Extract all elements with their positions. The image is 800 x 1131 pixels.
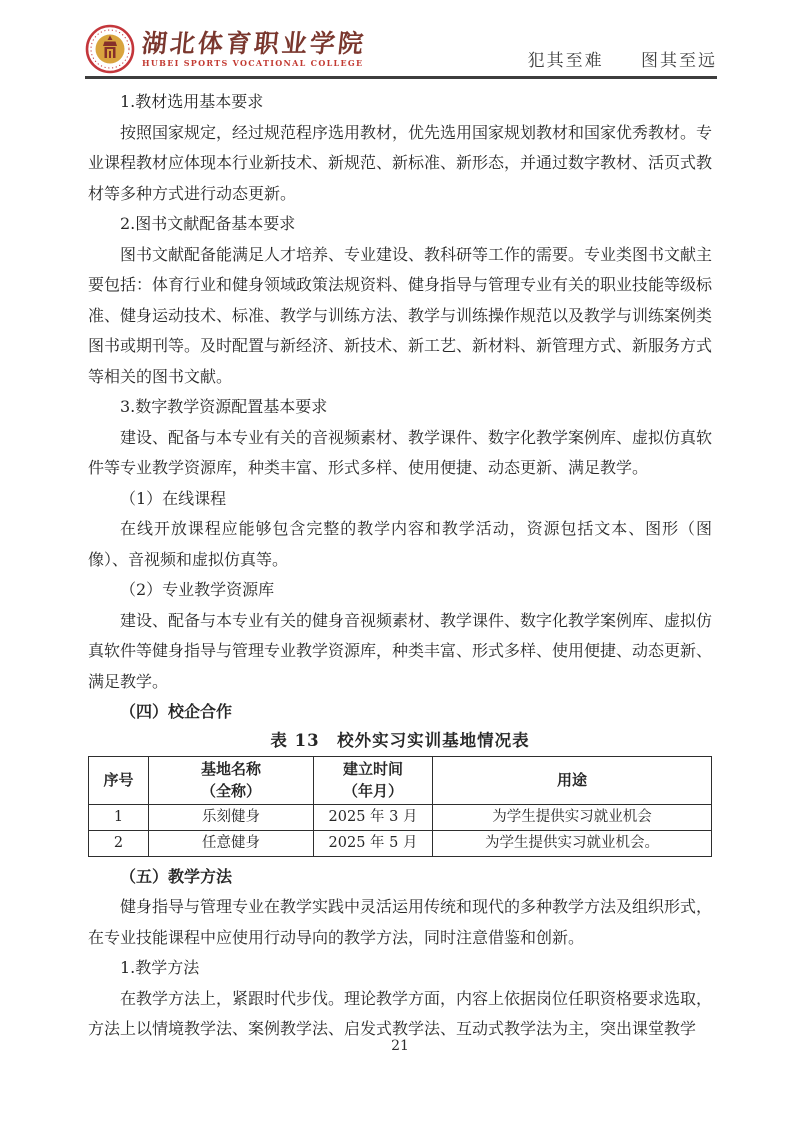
training-base-table <box>88 756 712 857</box>
para-online-courses: 在线开放课程应能够包含完整的教学内容和教学活动，资源包括文本、图形（图像）、音视频和虚拟仿真等。 <box>88 519 712 569</box>
para-library-resources: 图书文献配备能满足人才培养、专业建设、教科研等工作的需要。专业类图书文献主要包括：体育行业和健身领域政策法规资料、健身指导与管理专业有关的职业技能等级标准、健身运动技术、标准、教学与训练方法、教学与训练操作规范以及教学与训练案例类图书或期刊等。及时配置与新经济、新技术、新工艺、新材料、新管理方式、新服务方式等相关的图书文献。 <box>88 244 713 386</box>
college-seal-icon <box>85 24 135 74</box>
college-name-en: HUBEI SPORTS VOCATIONAL COLLEGE <box>142 58 364 68</box>
college-name-cn: 湖北体育职业学院 <box>140 29 368 58</box>
para-teaching-methods-detail: 在教学方法上，紧跟时代步伐。理论教学方面，内容上依据岗位任职资格要求选取，方法上以情境教学法、案例教学法、启发式教学法、互动式教学法为主，突出课堂教学 <box>88 988 713 1038</box>
heading-school-enterprise-cooperation: （四）校企合作 <box>120 702 233 721</box>
col-header-base-name-line2: （全称） <box>200 782 261 800</box>
college-brand <box>85 24 366 76</box>
table-row <box>89 830 712 856</box>
cell-index: 2 <box>89 830 149 856</box>
cell-established: 2025 年 3 月 <box>314 804 433 830</box>
para-digital-resources: 建设、配备与本专业有关的音视频素材、教学课件、数字化教学案例库、虚拟仿真软件等专业教学资源库，种类丰富、形式多样、使用便捷、动态更新、满足教学。 <box>88 427 713 477</box>
heading-teaching-methods: 1.教学方法 <box>120 958 200 977</box>
col-header-base-name <box>149 756 314 804</box>
heading-digital-resources: 3.数字教学资源配置基本要求 <box>120 397 328 416</box>
heading-online-courses: （1）在线课程 <box>120 488 227 508</box>
letterhead <box>85 0 717 79</box>
cell-purpose: 为学生提供实习就业机会 <box>433 804 712 830</box>
para-teaching-methods-intro: 健身指导与管理专业在教学实践中灵活运用传统和现代的多种教学方法及组织形式，在专业技能课程中应使用行动导向的教学方法，同时注意借鉴和创新。 <box>88 897 713 947</box>
cell-base-name: 乐刻健身 <box>149 804 314 830</box>
col-header-index <box>89 756 149 804</box>
col-header-established <box>314 756 433 804</box>
cell-established: 2025 年 5 月 <box>314 830 433 856</box>
col-header-base-name-line1: 基地名称 <box>200 760 261 778</box>
cell-index: 1 <box>89 804 149 830</box>
cell-purpose: 为学生提供实习就业机会。 <box>433 830 712 856</box>
table-title: 表 13 校外实习实训基地情况表 <box>270 730 530 750</box>
col-header-established-line1: 建立时间 <box>342 760 403 778</box>
col-header-purpose-label: 用途 <box>556 771 587 789</box>
page-number: 21 <box>391 1038 409 1054</box>
heading-teaching-resource-library: （2）专业教学资源库 <box>120 580 275 599</box>
college-name-block <box>142 31 366 67</box>
col-header-purpose <box>433 756 712 804</box>
table-row <box>89 804 712 830</box>
motto-left: 犯其至难 <box>527 51 604 71</box>
heading-library-resources: 2.图书文献配备基本要求 <box>120 214 296 233</box>
table-header-row <box>89 756 712 804</box>
para-teaching-resource-library: 建设、配备与本专业有关的健身音视频素材、教学课件、数字化教学案例库、虚拟仿真软件等健身指导与管理专业教学资源库，种类丰富、形式多样、使用便捷、动态更新、满足教学。 <box>88 610 713 691</box>
heading-textbook-selection: 1.教材选用基本要求 <box>120 92 264 111</box>
heading-teaching-methods-section: （五）教学方法 <box>120 866 233 886</box>
cell-base-name: 任意健身 <box>149 830 314 856</box>
document-body <box>88 79 712 1045</box>
col-header-established-line2: （年月） <box>342 782 403 800</box>
col-header-index-label: 序号 <box>103 771 134 789</box>
para-textbook-selection: 按照国家规定，经过规范程序选用教材，优先选用国家规划教材和国家优秀教材。专业课程教材应体现本行业新技术、新规范、新标准、新形态，并通过数字教材、活页式教材等多种方式进行动态更新。 <box>88 122 713 203</box>
college-motto <box>528 46 717 76</box>
motto-right: 图其至远 <box>641 51 717 71</box>
